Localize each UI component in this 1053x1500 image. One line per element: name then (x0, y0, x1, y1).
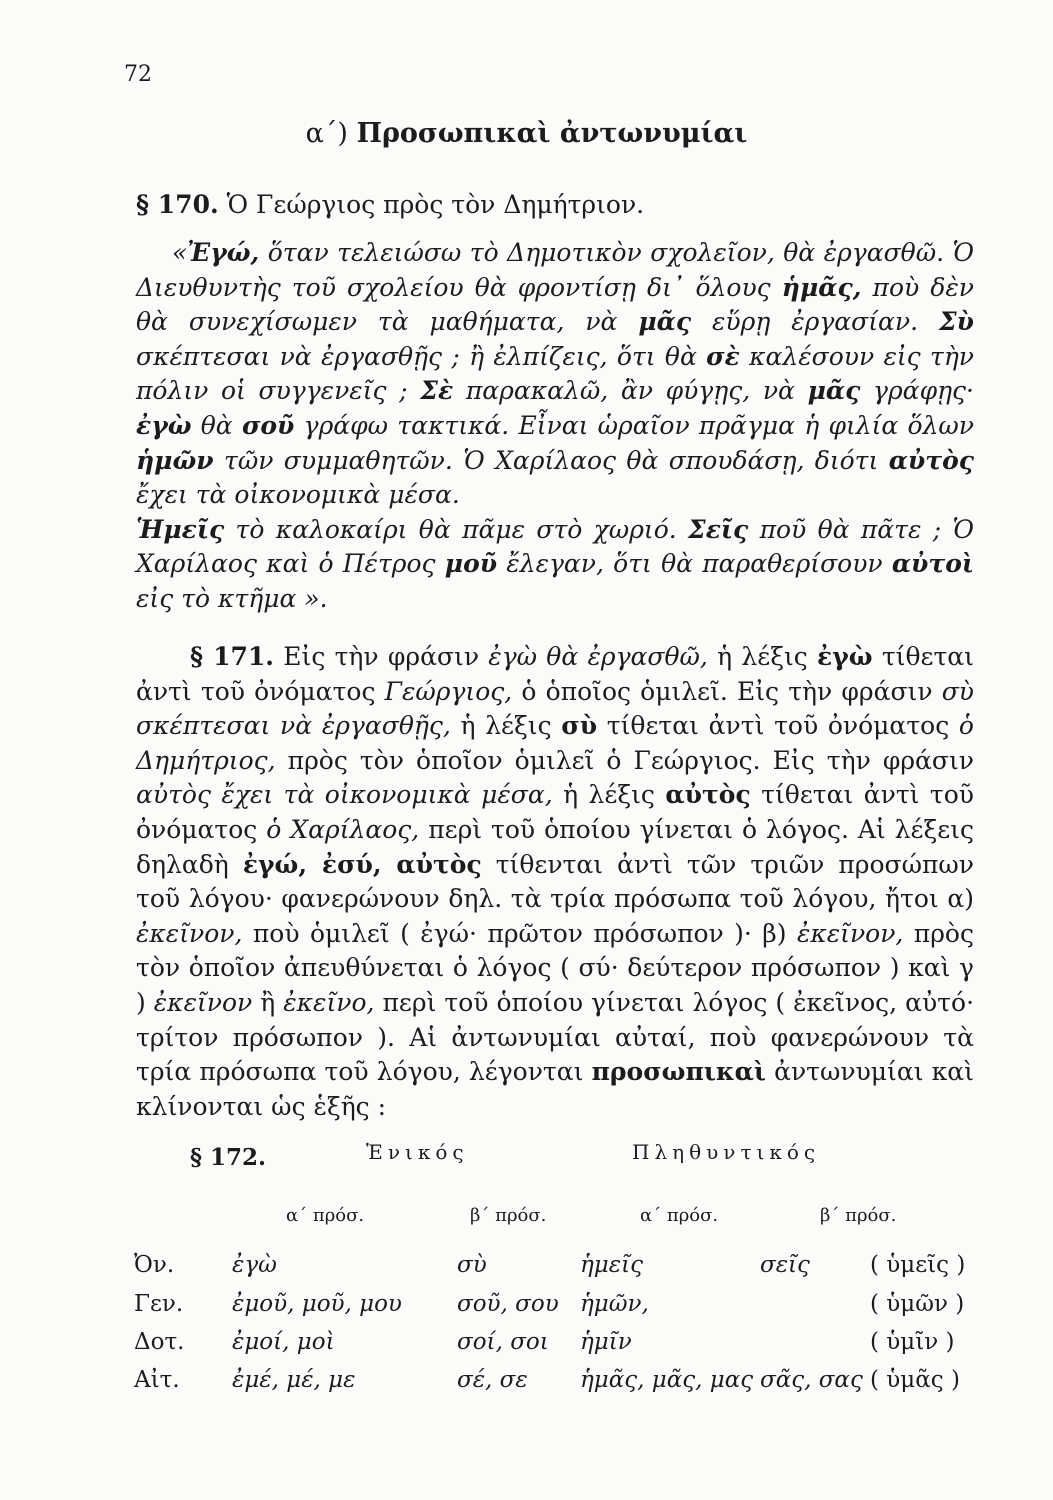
paragraph-text: τίθενται ἀντὶ τῶν τριῶν προσώπων τοῦ λόγου· φανερώνουν δηλ. τὰ τρία πρόσωπα τοῦ λόγου, ἤτοι α) (136, 849, 974, 914)
declension-cell: ἡμᾶς, μᾶς, μας (580, 1367, 754, 1393)
dialogue-text: ἔχει τὰ οἰκονομικὰ μέσα. (136, 480, 460, 510)
declension-cell: ἐγὼ (232, 1252, 277, 1278)
pronoun-bold: αὐτὸς (665, 780, 751, 810)
person-header: β΄ πρόσ. (470, 1205, 547, 1226)
singular-header: Ἑνικός (366, 1140, 469, 1164)
heading-title: Προσωπικαὶ ἀντωνυμίαι (356, 118, 748, 149)
pronoun-bold: ἡμᾶς, (781, 272, 862, 302)
declension-cell: ἡμῶν, (580, 1291, 649, 1317)
case-label: Ὀν. (134, 1252, 175, 1278)
pronoun-bold: Σεῖς (688, 514, 749, 544)
declension-cell: ( ὑμῶν ) (870, 1291, 965, 1317)
paragraph-text: περὶ τοῦ ὁποίου γίνεται ὁ λόγος. Αἱ λέξεις δηλαδὴ (136, 814, 975, 879)
declension-cell: σοί, σοι (457, 1329, 549, 1355)
pronoun-bold: ἐγὼ (817, 642, 873, 671)
paragraph-text: ἡ λέξις (552, 780, 666, 810)
dialogue-text: γράφῃς· (860, 376, 975, 406)
declension-cell: ( ὑμεῖς ) (870, 1252, 966, 1278)
paragraph-text: ἡ λέξις (450, 711, 562, 741)
pronoun-bold: σὺ (561, 711, 598, 741)
dialogue-text: καλέσουν εἰς τὴν πόλιν οἱ συγγενεῖς ; (136, 341, 974, 406)
paragraph-text: τίθεται ἀντὶ τοῦ ὀνόματος (597, 711, 959, 741)
case-label: Δοτ. (134, 1329, 185, 1355)
example-italic: ἐκεῖνον, (136, 918, 243, 948)
declension-cell: ἐμοῦ, μοῦ, μου (232, 1291, 402, 1317)
declension-cell: σέ, σε (457, 1367, 528, 1393)
dialogue-text: τῶν συμμαθητῶν. Ὁ Χαρίλαος θὰ σπουδάσῃ, διότι (213, 445, 889, 475)
pronoun-bold: προσωπικαὶ (591, 1057, 766, 1087)
pronoun-bold: Σὺ (938, 307, 974, 337)
example-italic: σὺ σκέπτεσαι νὰ ἐργασθῇς, (136, 676, 974, 741)
section-171-paragraph (136, 640, 974, 1124)
example-italic: ἐκεῖνο, (283, 987, 375, 1017)
declension-cell: ἐμοί, μοὶ (232, 1329, 335, 1355)
example-italic: ἐκεῖνον, (796, 918, 904, 948)
dialogue-text: εὕρῃ ἐργασίαν. (691, 307, 939, 337)
section-171-number: § 171. (190, 642, 274, 671)
pronoun-bold: μᾶς (807, 376, 861, 406)
dialogue-text: ὅταν τελειώσω τὸ Δημοτικὸν σχολεῖον, θὰ ἐργασθῶ. Ὁ Διευθυντὴς τοῦ σχολείου θὰ φροντίσῃ δι᾿ ὅλους (136, 238, 974, 302)
pronoun-bold: αὐτὸς (888, 445, 974, 475)
pronoun-bold: Ἡμεῖς (136, 514, 225, 544)
person-header: α΄ πρόσ. (640, 1205, 719, 1226)
paragraph-text: ἡ λέξις (707, 642, 818, 671)
dialogue-text: « (172, 238, 188, 267)
example-italic: ἐγὼ θὰ ἐργασθῶ, (488, 642, 708, 671)
declension-cell: ἡμῖν (580, 1329, 632, 1355)
example-italic: Γεώργιος, (384, 676, 513, 706)
pronoun-bold: ἐγώ, ἐσύ, αὐτὸς (242, 849, 482, 879)
pronoun-bold: Ἐγώ, (187, 238, 260, 267)
dialogue-text: ἔλεγαν, ὅτι θὰ παραθερίσουν (497, 549, 892, 579)
pronoun-bold: ἡμῶν (136, 445, 214, 475)
dialogue-text: γράφω τακτικά. Εἶναι ὡραῖον πρᾶγμα ἡ φιλία ὅλων (294, 410, 975, 440)
case-label: Γεν. (134, 1291, 184, 1317)
heading-prefix: α΄) (305, 118, 348, 149)
dialogue-text: ποὺ δὲν θὰ συνεχίσωμεν τὰ μαθήματα, νὰ (136, 272, 974, 337)
declension-cell: σοῦ, σου (457, 1291, 559, 1317)
case-label: Αἰτ. (134, 1367, 180, 1393)
section-172-number: § 172. (190, 1144, 267, 1171)
paragraph-text: ἀντωνυμίαι καὶ κλίνονται ὡς ἑξῆς : (136, 1057, 974, 1121)
section-170-intro (136, 188, 974, 223)
page-number: 72 (124, 62, 152, 87)
declension-cell: ( ὑμῖν ) (870, 1329, 955, 1355)
declension-cell: σὺ (457, 1252, 487, 1278)
example-italic: ὁ Δημήτριος, (136, 711, 974, 775)
dialogue-text: εἰς τὸ κτῆμα ». (136, 583, 328, 613)
pronoun-bold: σοῦ (241, 410, 295, 440)
pronoun-bold: ἐγὼ (136, 410, 192, 440)
pronoun-bold: αὐτοὶ (891, 549, 974, 579)
declension-cell: ἐμέ, μέ, με (232, 1367, 356, 1393)
paragraph-text: τίθεται ἀντὶ τοῦ ὀνόματος (136, 642, 974, 706)
example-italic: ὁ Χαρίλαος, (266, 814, 420, 844)
paragraph-text: περὶ τοῦ ὁποίου γίνεται λόγος ( ἐκεῖνος, αὐτό· τρίτον πρόσωπον ). Αἱ ἀντωνυμίαι αὐταί, ποὺ φανερώνουν τὰ τρία πρόσωπα τοῦ λόγου, λέγονται (136, 987, 975, 1087)
declension-cell: ( ὑμᾶς ) (870, 1367, 960, 1393)
dialogue-text: σκέπτεσαι νὰ ἐργασθῇς ; ἢ ἐλπίζεις, ὅτι θὰ (136, 341, 707, 371)
section-170-intro-text: Ὁ Γεώργιος πρὸς τὸν Δημήτριον. (218, 190, 645, 219)
declension-cell: σεῖς (760, 1252, 810, 1278)
paragraph-text: Εἰς τὴν φράσιν (274, 642, 489, 671)
plural-header: Πληθυντικός (632, 1140, 821, 1164)
paragraph-text: ποὺ ὁμιλεῖ ( ἐγώ· πρῶτον πρόσωπον )· β) (242, 918, 797, 948)
paragraph-text: ἢ (252, 987, 284, 1017)
paragraph-text: ὁ ὁποῖος ὁμιλεῖ. Εἰς τὴν φράσιν (512, 676, 942, 706)
person-header: β΄ πρόσ. (820, 1205, 897, 1226)
paragraph-text: πρὸς τὸν ὁποῖον ὁμιλεῖ ὁ Γεώργιος. Εἰς τὴν φράσιν (275, 745, 974, 775)
pronoun-bold: μοῦ (444, 549, 498, 579)
example-italic: αὐτὸς ἔχει τὰ οἰκονομικὰ μέσα, (136, 780, 553, 810)
dialogue-text: ποῦ θὰ πᾶτε ; Ὁ Χαρίλαος καὶ ὁ Πέτρος (136, 514, 974, 579)
dialogue-paragraph (136, 236, 974, 617)
person-header: α΄ πρόσ. (286, 1205, 365, 1226)
paragraph-text: τίθεται ἀντὶ τοῦ ὀνόματος (136, 780, 974, 844)
dialogue-text: τὸ καλοκαίρι θὰ πᾶμε στὸ χωριό. (224, 514, 689, 544)
declension-cell: ἡμεῖς (580, 1252, 643, 1278)
pronoun-bold: Σὲ (420, 376, 454, 406)
paragraph-text: πρὸς τὸν ὁποῖον ἀπευθύνεται ὁ λόγος ( σύ· δεύτερον πρόσωπον ) καὶ γ ) (136, 918, 974, 1017)
pronoun-bold: μᾶς (638, 307, 692, 337)
declension-cell: σᾶς, σας (760, 1367, 863, 1393)
dialogue-text: θὰ (191, 410, 242, 440)
example-italic: ἐκεῖνον (153, 987, 253, 1017)
section-170-number: § 170. (136, 190, 219, 219)
section-heading (0, 118, 1053, 149)
dialogue-text: παρακαλῶ, ἂν φύγῃς, νὰ (453, 376, 808, 406)
pronoun-bold: σὲ (706, 341, 740, 371)
